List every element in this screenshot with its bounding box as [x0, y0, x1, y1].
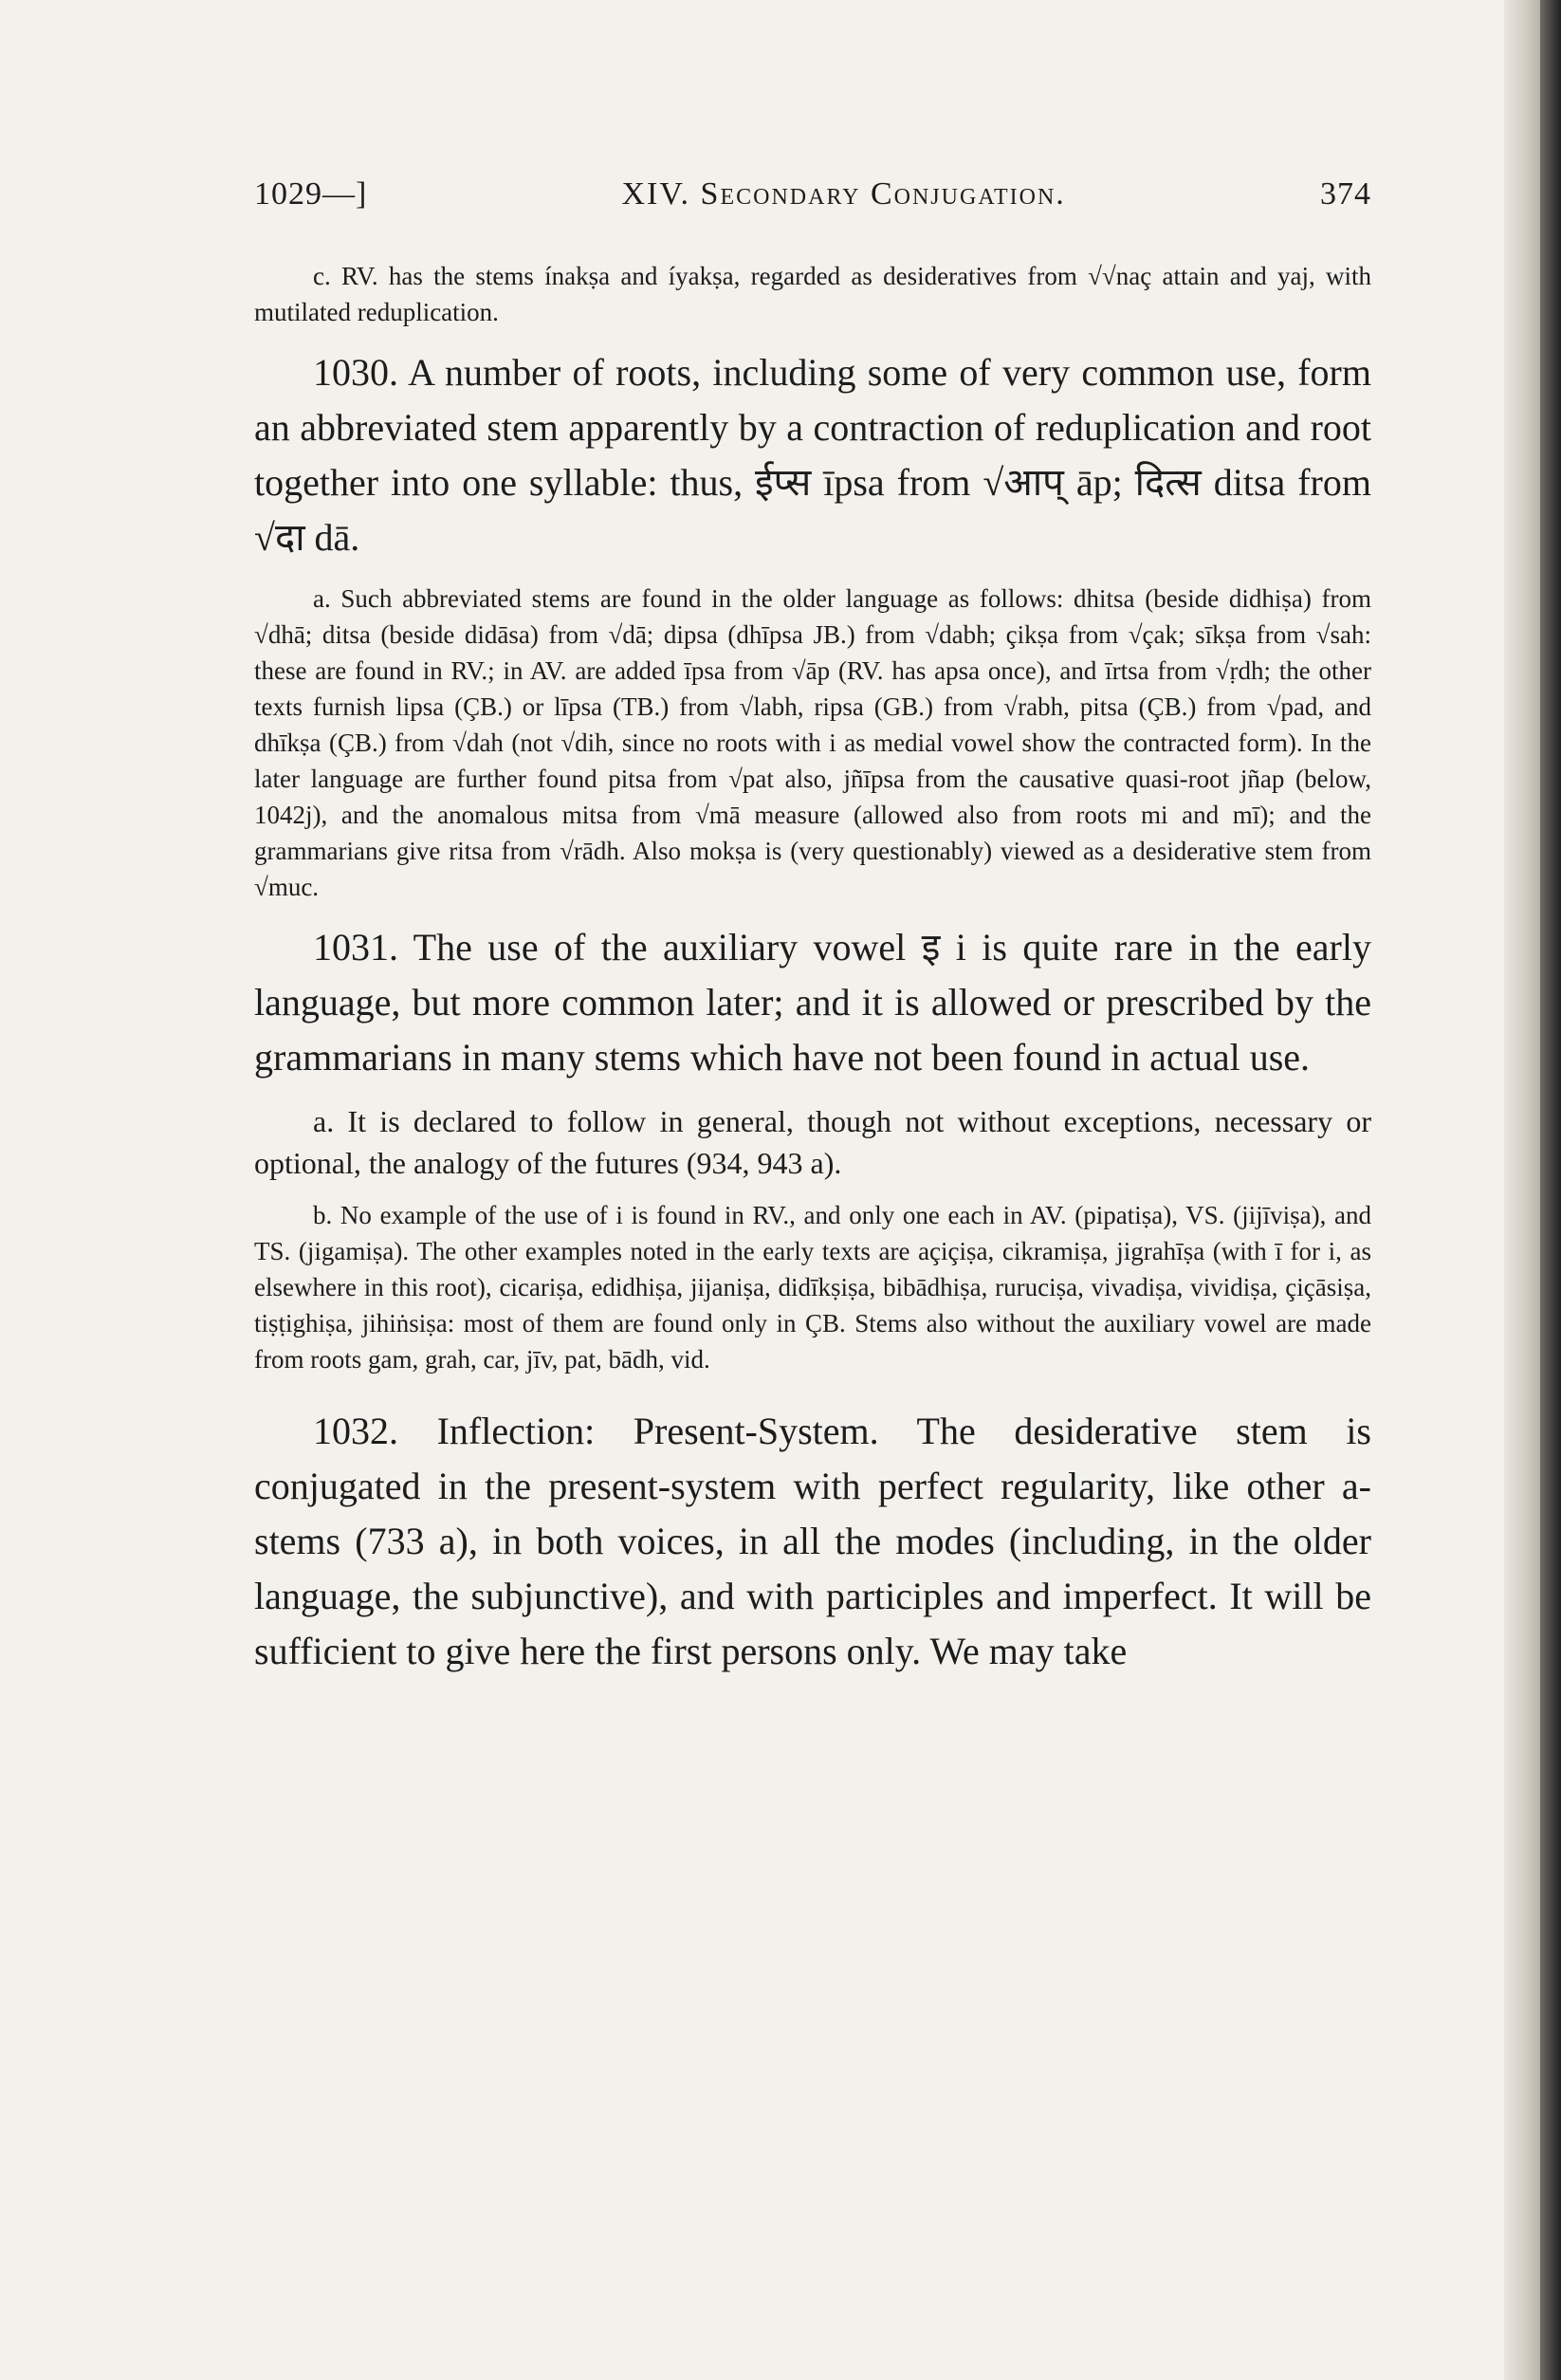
- page-number: 374: [1319, 176, 1371, 212]
- section-range: 1029—]: [254, 176, 368, 212]
- running-head: [254, 176, 1371, 212]
- paragraph-1029c: c. RV. has the stems ínakṣa and íyakṣa, regarded as desideratives from √√naç attain and yaj, with mutilated reduplication.: [254, 262, 1371, 326]
- paragraph-1031a: a. It is declared to follow in general, though not without exceptions, necessary or optional, the analogy of the futures (934, 943 a).: [254, 1104, 1371, 1180]
- chapter-title: XIV. Secondary Conjugation.: [621, 176, 1066, 212]
- paragraph-1032: 1032. Inflection: Present-System. The desiderative stem is conjugated in the present-system with perfect regularity, like other a-stems (733 a), in both voices, in all the modes (including, in the older language, the subjunctive), and with participles and imperfect. It will be sufficient to give here the first persons only. We may take: [254, 1410, 1371, 1672]
- page-edge-shadow: [1504, 0, 1561, 2380]
- paragraph-1030a: a. Such abbreviated stems are found in the older language as follows: dhitsa (beside didhiṣa) from √dhā; ditsa (beside didāsa) from √dā; dipsa (dhīpsa JB.) from √dabh; çikṣa from √çak; sīkṣa from √sah: these are found in RV.; in AV. are added īpsa from √āp (RV. has apsa once), and īrtsa from √ṛdh; the other texts furnish lipsa (ÇB.) or līpsa (TB.) from √labh, ripsa (GB.) from √rabh, pitsa (ÇB.) from √pad, and dhīkṣa (ÇB.) from √dah (not √dih, since no roots with i as medial vowel show the contracted form). In the later language are further found pitsa from √pat also, jñīpsa from the causative quasi-root jñap (below, 1042j), and the anomalous mitsa from √mā measure (allowed also from roots mi and mī); and the grammarians give ritsa from √rādh. Also mokṣa is (very questionably) viewed as a desiderative stem from √muc.: [254, 584, 1371, 901]
- paragraph-1030: 1030. A number of roots, including some of very common use, form an abbreviated stem apparently by a contraction of reduplication and root together into one syllable: thus, ईप्स īpsa from √आप् āp; दित्स ditsa from √दा dā.: [254, 351, 1371, 559]
- paragraph-1031: 1031. The use of the auxiliary vowel इ i is quite rare in the early language, but more common later; and it is allowed or prescribed by the grammarians in many stems which have not been found in actual use.: [254, 926, 1371, 1079]
- page-content: [254, 176, 1371, 1694]
- paragraph-1031b: b. No example of the use of i is found in RV., and only one each in AV. (pipatiṣa), VS. (jijīviṣa), and TS. (jigamiṣa). The other examples noted in the early texts are açiçiṣa, cikramiṣa, jigrahīṣa (with ī for i, as elsewhere in this root), cicariṣa, edidhiṣa, jijaniṣa, didīkṣiṣa, bibādhiṣa, ruruciṣa, vivadiṣa, vividiṣa, çiçāsiṣa, tiṣṭighiṣa, jihiṅsiṣa: most of them are found only in ÇB. Stems also without the auxiliary vowel are made from roots gam, grah, car, jīv, pat, bādh, vid.: [254, 1201, 1371, 1374]
